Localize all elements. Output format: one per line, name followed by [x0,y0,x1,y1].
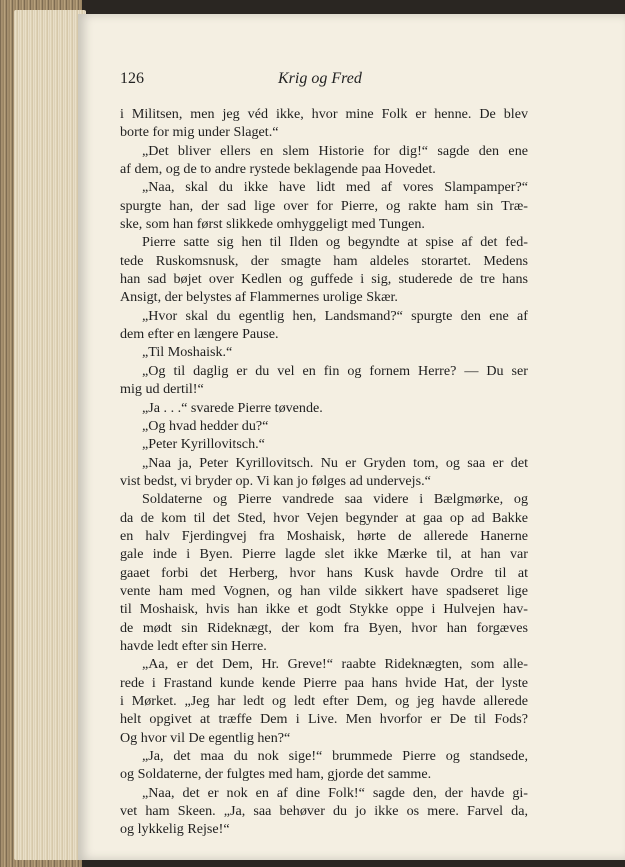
text-line: „Naa, det er nok en af dine Folk!“ sagde den, der havde gi- [142,784,528,801]
text-line: „Peter Kyrillovitsch.“ [142,436,265,453]
text-line: „Aa, er det Dem, Hr. Greve!“ raabte Rideknægten, som alle- [142,656,528,673]
text-line: Soldaterne og Pierre vandrede saa videre i Bælgmørke, og [142,491,528,508]
text-line: „Til Moshaisk.“ [142,344,233,361]
text-line: de mødt sin Rideknægt, der kom fra Byen, hvor han forgæves [120,619,528,636]
text-line: vist bedst, vi bryder op. Vi kan jo følges ad undervejs.“ [120,472,431,489]
text-line: og Soldaterne, der fulgtes med ham, gjorde det samme. [120,766,432,783]
text-line: „Naa, skal du ikke have lidt med af vores Slampamper?“ [142,179,528,196]
text-line: „Og til daglig er du vel en fin og fornem Herre? — Du ser [142,362,528,379]
text-line: i Militsen, men jeg véd ikke, hvor mine Folk er henne. De blev [120,106,528,122]
text-line: i Mørket. „Jeg har ledt og ledt efter Dem, og jeg havde allerede [120,693,528,709]
text-line: gale inde i Byen. Pierre lagde slet ikke Mærke til, at han var [120,546,528,563]
text-line: og lykkelig Rejse!“ [120,821,230,838]
text-line: „Ja . . .“ svarede Pierre tøvende. [142,399,323,416]
text-line: spurgte han, der sad lige over for Pierre, og rakte ham sin Træ- [120,197,528,214]
text-line: af dem, og de to andre rystede beklagende paa Hovedet. [120,161,436,178]
page-header [120,70,465,92]
text-line: mig ud dertil!“ [120,381,204,398]
text-line: vet ham Skeen. „Ja, saa behøver du jo ikke os mere. Farvel da, [120,803,528,820]
body-text [120,105,528,839]
text-line: havde ledt efter sin Herre. [120,637,267,654]
text-line: rede i Frastand kunde kende Pierre paa hans hvide Hat, der lyste [120,674,528,691]
text-line: gaaet forbi det Herberg, hvor hans Kusk havde Ordre til at [120,564,528,581]
text-line: Pierre satte sig hen til Ilden og begyndte at spise af det fed- [142,234,528,251]
page-number: 126 [120,70,144,87]
text-line: „Og hvad hedder du?“ [142,417,269,434]
text-line: „Det bliver ellers en slem Historie for dig!“ sagde den ene [142,142,528,159]
text-line: „Naa ja, Peter Kyrillovitsch. Nu er Gryden tom, og saa er det [142,454,528,471]
text-line: tede Ruskomsnusk, der smagte ham aldeles storartet. Medens [120,252,528,269]
text-line: til Moshaisk, hvis han ikke et godt Stykke oppe i Hulvejen hav- [120,601,528,618]
text-line: helt opgivet at træffe Dem i Live. Men hvorfor er De til Fods? [120,711,528,728]
text-line: „Hvor skal du egentlig hen, Landsmand?“ spurgte den ene af [142,307,528,324]
text-line: vente ham med Vognen, og han vilde sikkert have spadseret lige [120,582,528,599]
text-line: ske, som han først slikkede omhyggeligt med Tungen. [120,216,425,233]
text-line: han sad bøjet over Kedlen og guffede i sig, studerede de tre hans [120,271,528,288]
text-line: en halv Fjerdingvej fra Moshaisk, hørte de allerede Hanerne [120,527,528,544]
text-line: dem efter en længere Pause. [120,326,279,343]
text-line: „Ja, det maa du nok sige!“ brummede Pierre og standsede, [142,748,528,765]
text-line: Ansigt, der belystes af Flammernes urolige Skær. [120,289,398,306]
text-line: borte for mig under Slaget.“ [120,124,279,141]
running-title: Krig og Fred [278,70,362,87]
text-line: Og hvor vil De egentlig hen?“ [120,729,291,746]
page-stack-edge [14,10,86,860]
text-line: da de kom til det Sted, hvor Vejen begynder at gaa op ad Bakke [120,509,528,526]
